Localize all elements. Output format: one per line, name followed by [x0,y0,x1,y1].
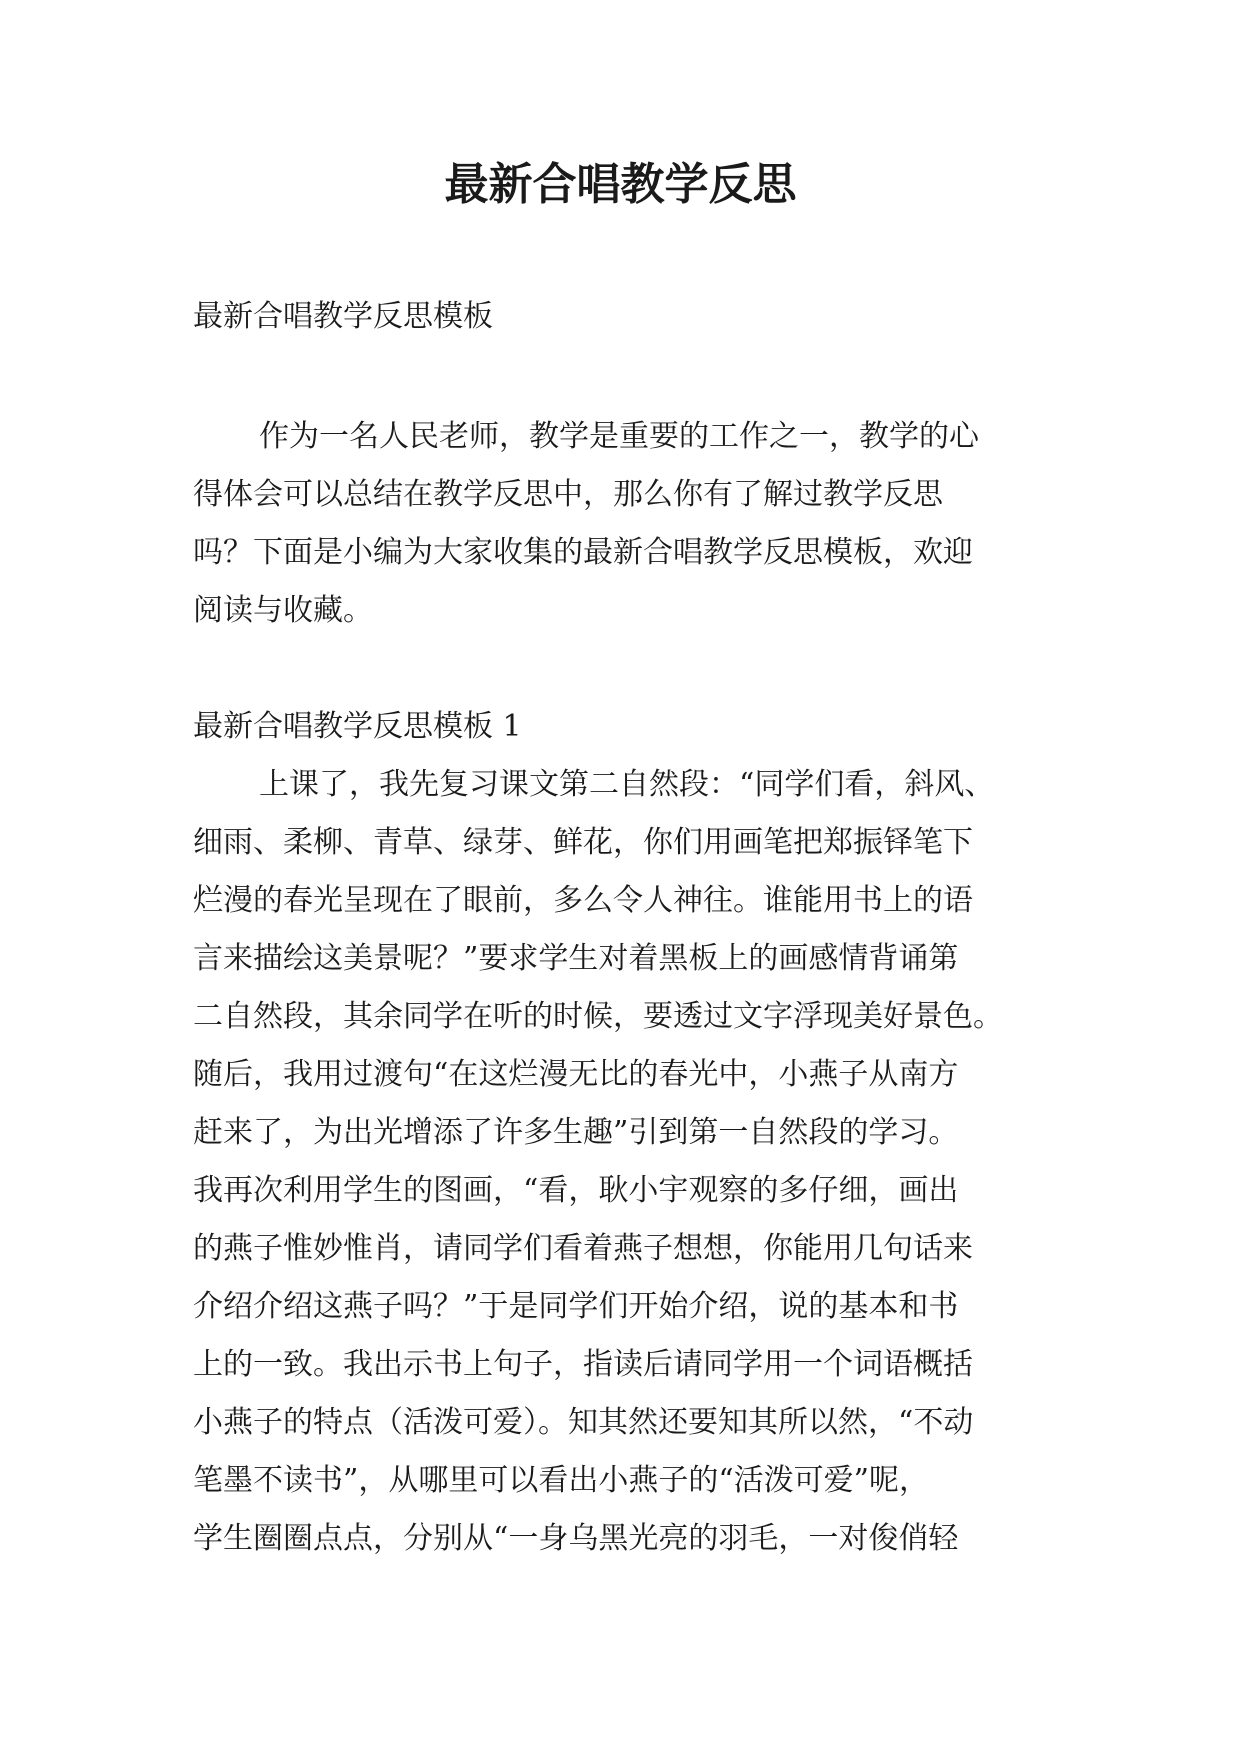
body-line: 上课了，我先复习课文第二自然段：“同学们看，斜风、 [259,767,995,802]
body-line: 的燕子惟妙惟肖，请同学们看着燕子想想，你能用几句话来 [193,1231,973,1266]
body-line: 介绍介绍这燕子吗？”于是同学们开始介绍，说的基本和书 [193,1289,959,1324]
body-line: 小燕子的特点（活泼可爱）。知其然还要知其所以然，“不动 [193,1405,974,1440]
intro-line: 得体会可以总结在教学反思中，那么你有了解过教学反思 [193,477,943,512]
document-subtitle: 最新合唱教学反思模板 [193,299,493,334]
section-heading: 最新合唱教学反思模板 1 [193,709,522,744]
body-line: 学生圈圈点点，分别从“一身乌黑光亮的羽毛，一对俊俏轻 [193,1521,959,1556]
body-line: 上的一致。我出示书上句子，指读后请同学用一个词语概括 [193,1347,973,1382]
body-line: 随后，我用过渡句“在这烂漫无比的春光中，小燕子从南方 [193,1057,959,1092]
body-line: 二自然段，其余同学在听的时候，要透过文字浮现美好景色。 [193,999,1003,1034]
intro-line: 吗？下面是小编为大家收集的最新合唱教学反思模板，欢迎 [193,535,973,570]
body-paragraph [193,756,1053,1568]
body-line: 笔墨不读书”，从哪里可以看出小燕子的“活泼可爱”呢， [193,1463,930,1498]
intro-line: 作为一名人民老师，教学是重要的工作之一，教学的心 [259,419,979,454]
intro-paragraph [193,408,1053,640]
body-line: 烂漫的春光呈现在了眼前，多么令人神往。谁能用书上的语 [193,883,973,918]
body-line: 细雨、柔柳、青草、绿芽、鲜花，你们用画笔把郑振铎笔下 [193,825,973,860]
intro-line: 阅读与收藏。 [193,593,373,628]
body-line: 赶来了，为出光增添了许多生趣”引到第一自然段的学习。 [193,1115,959,1150]
body-line: 言来描绘这美景呢？”要求学生对着黑板上的画感情背诵第 [193,941,959,976]
document-title: 最新合唱教学反思 [444,159,797,210]
body-line: 我再次利用学生的图画，“看，耿小宇观察的多仔细，画出 [193,1173,959,1208]
